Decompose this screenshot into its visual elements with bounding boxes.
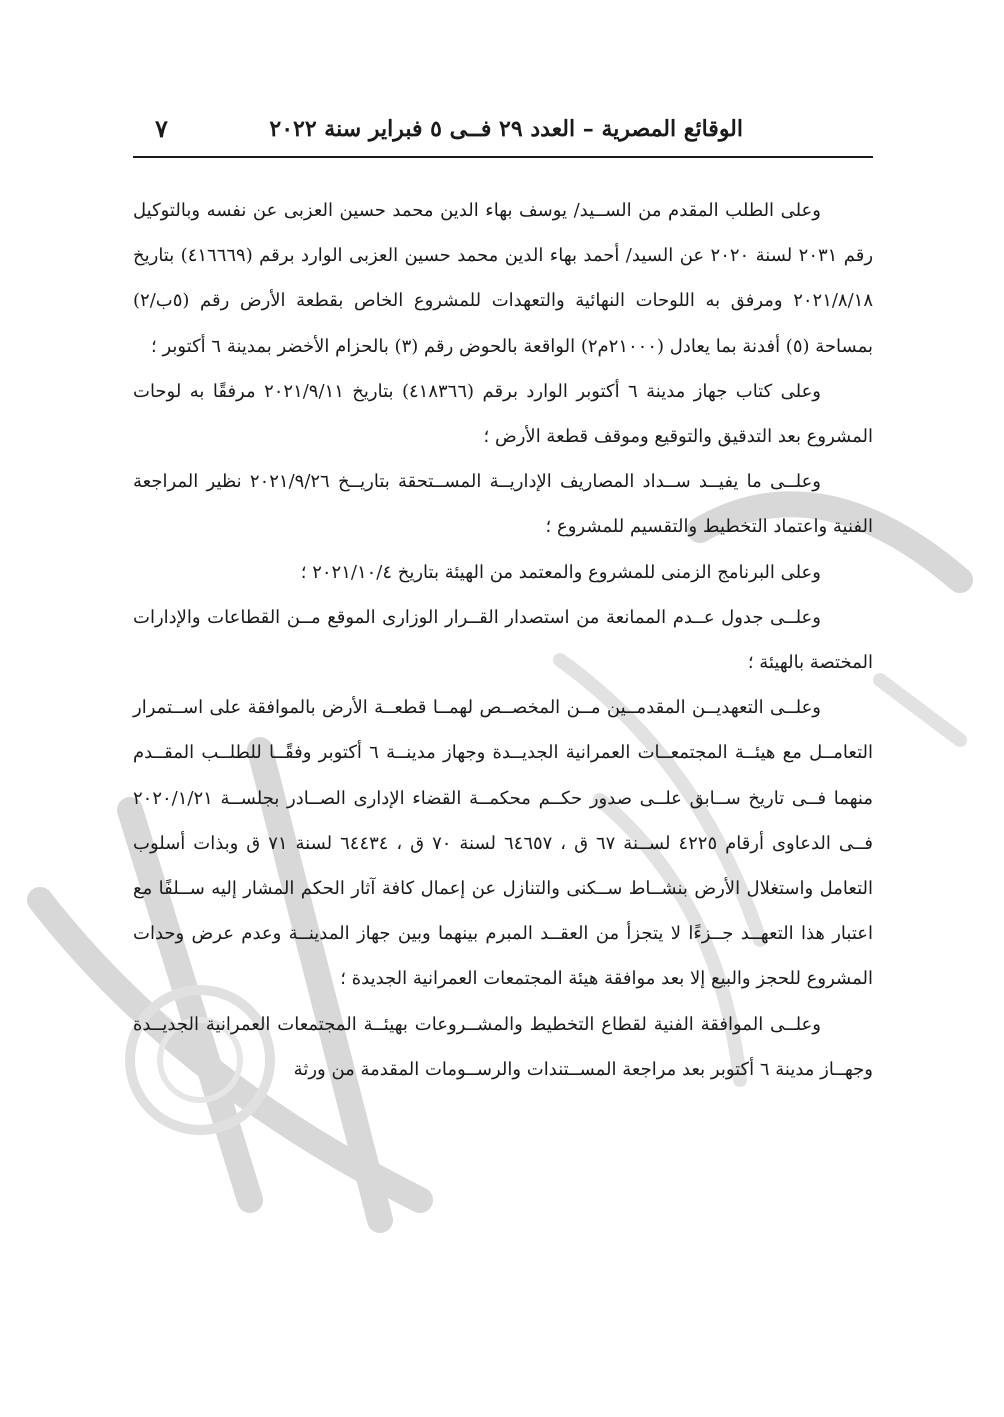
paragraph-undertakings: وعلــى التعهديــن المقدمــين مــن المخصــص لهمــا قطعــة الأرض بالموافقة على اســتمرار التعامــل مع هيئــة المجتمعــات العمرانية الجديــدة وجهاز مدينــة ٦ أكتوبر وفقًــا للطلــب المقــدم منهما فــى تاريخ ســابق علــى صدور حكــم محكمــة القضاء الإدارى الصــادر بجلســة ٢٠٢٠/١/٢١ فــى الدعاوى أرقام ٤٢٢٥ لســنة ٦٧ ق ، ٦٤٦٥٧ لسنة ٧٠ ق ، ٦٤٤٣٤ لسنة ٧١ ق وبذات أسلوب التعامل واستغلال الأرض بنشــاط ســكنى والتنازل عن إعمال كافة آثار الحكم المشار إليه ســلفًا مع اعتبار هذا التعهــد جــزءًا لا يتجزأ من العقــد المبرم بينهما وبين جهاز المدينــة وعدم عرض وحدات المشروع للحجز والبيع إلا بعد موافقة هيئة المجتمعات العمرانية الجديدة ؛ bbox=[133, 697, 874, 990]
header-divider bbox=[133, 156, 873, 158]
paragraph-technical-approval: وعلــى الموافقة الفنية لقطاع التخطيط والمشــروعات بهيئــة المجتمعات العمرانية الجديــدة وجهــاز مدينة ٦ أكتوبر بعد مراجعة المســتندات والرســومات المقدمة من ورثة bbox=[133, 1013, 873, 1080]
paragraph-no-objection: وعلــى جدول عــدم الممانعة من استصدار القــرار الوزارى الموقع مــن القطاعات والإدارات المختصة بالهيئة ؛ bbox=[133, 606, 873, 674]
paragraph-timeline: وعلى البرنامج الزمنى للمشروع والمعتمد من الهيئة بتاريخ ٢٠٢١/١٠/٤ ؛ bbox=[300, 561, 821, 583]
paragraph-land-request: وعلى الطلب المقدم من الســيد/ يوسف بهاء الدين محمد حسين العزبى عن نفسه وبالتوكيل رقم ٢٠٣١ لسنة ٢٠٢٠ عن السيد/ أحمد بهاء الدين محمد حسين العزبى الوارد برقم (٤١٦٦٦٩) بتاريخ ٢٠٢١/٨/١٨ ومرفق به اللوحات النهائية والتعهدات للمشروع الخاص بقطعة الأرض رقم (٥ب/٢) بمساحة (٥) أفدنة بما يعادل (٢١٠٠٠م٢) الواقعة بالحوض رقم (٣) بالحزام الأخضر بمدينة ٦ أكتوبر ؛ bbox=[133, 200, 874, 357]
gazette-header-title: الوقائع المصرية – العدد ٢٩ فــى ٥ فبراير سنة ٢٠٢٢ bbox=[269, 116, 743, 142]
paragraph-authority-letter: وعلى كتاب جهاز مدينة ٦ أكتوبر الوارد برقم (٤١٨٣٦٦) بتاريخ ٢٠٢١/٩/١١ مرفقًا به لوحات المشروع بعد التدقيق والتوقيع وموقف قطعة الأرض ؛ bbox=[133, 380, 873, 448]
decree-body bbox=[133, 188, 873, 1092]
page-number: ٧ bbox=[155, 114, 168, 143]
paragraph-fees-payment: وعلــى ما يفيــد ســداد المصاريف الإداريــة المســتحقة بتاريــخ ٢٠٢١/٩/٢٦ نظير المراجعة الفنية واعتماد التخطيط والتقسيم للمشروع ؛ bbox=[133, 471, 873, 538]
page-header bbox=[133, 108, 873, 158]
